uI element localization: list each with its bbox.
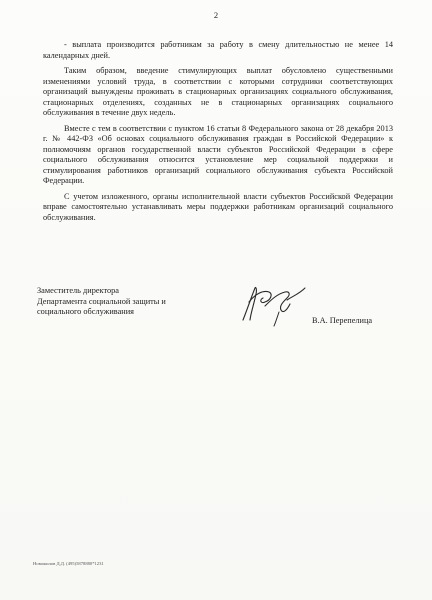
signatory-position-line: социального обслуживания [37,307,134,316]
signatory-position-line: Департамента социальной защиты и [37,296,166,306]
executor-contact: Новожилов Д.Д. (495)5878880*1231 [33,561,104,566]
signatory-position [37,286,166,318]
paragraph-conclusion: Таким образом, введение стимулирующих выплат обусловлено существенными изменениями условий труда, в соответствии с которыми сотрудники соответствующих организаций вынуждены проживать в стационарных организациях социального обслуживания, стационарных отделениях, созданных не в стационарных организациях социального обслуживания в течение двух недель. [43,66,393,117]
paragraph-federal-law: Вместе с тем в соответствии с пунктом 16 статьи 8 Федерального закона от 28 декабря 2013 г. № 442-ФЗ «Об основах социального обслуживания граждан в Российской Федерации» к полномочиям органов государственной власти субъектов Российской Федерации в сфере социального обслуживания относится установление мер социальной поддержки и стимулирования работников организаций социального обслуживания субъекта Российской Федерации. [43,123,393,185]
letter-body [43,40,393,228]
paragraph-payment-condition: - выплата производится работникам за работу в смену длительностью не менее 14 календарных дней. [43,40,393,60]
paragraph-regional-authority: С учетом изложенного, органы исполнительной власти субъектов Российской Федерации вправе самостоятельно устанавливать меры поддержки работникам организаций социального обслуживания. [43,191,393,222]
handwritten-signature [235,280,315,328]
signatory-position-line: Заместитель директора [37,286,119,295]
page-number: 2 [213,10,219,20]
signatory-name: В.А. Перепелица [312,316,373,325]
signature-block [37,286,397,366]
